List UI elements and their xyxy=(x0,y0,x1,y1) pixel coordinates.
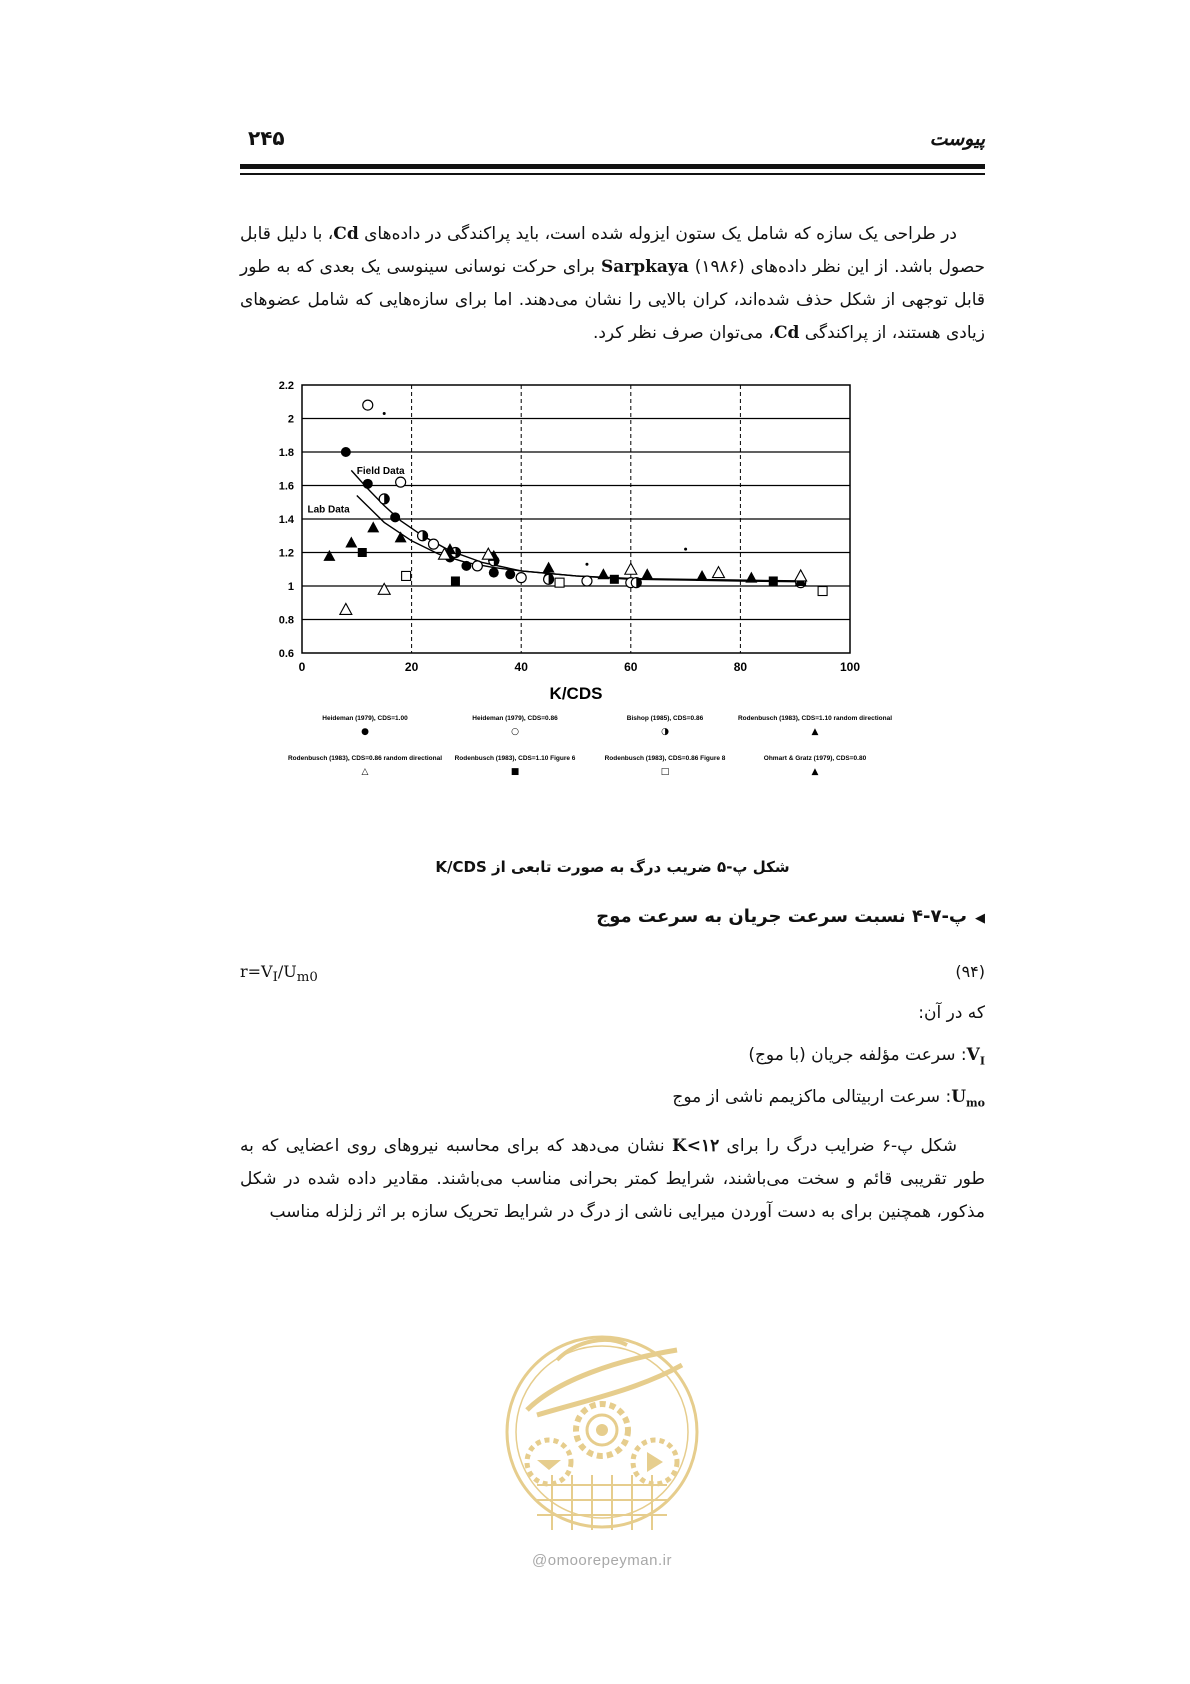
para1-text-b: ، با دلیل قابل حصول باشد. از این نظر داده‌های xyxy=(240,224,985,277)
x-tick-label: 80 xyxy=(733,660,748,674)
figure-caption: شکل پ-۵ ضریب درگ به صورت تابعی از K/CDS xyxy=(435,858,790,876)
chart-svg xyxy=(278,380,930,850)
eq-lhs: r=V xyxy=(240,962,273,981)
data-point xyxy=(585,563,588,566)
y-tick-label: 2 xyxy=(287,413,294,426)
eq-sub-i: I xyxy=(272,970,278,986)
legend-symbol: ■ xyxy=(510,767,520,777)
equation-number: (۹۴) xyxy=(955,962,985,981)
data-point xyxy=(429,539,439,549)
watermark-emblem-icon xyxy=(497,1320,707,1548)
para1-text-d: ، می‌توان صرف نظر کرد. xyxy=(592,323,774,343)
running-header-title: پیوست xyxy=(929,128,985,150)
legend-label: Bishop (1985), CDS=0.86 xyxy=(626,715,704,722)
legend-symbol: ▲ xyxy=(811,727,819,737)
legend-symbol: ● xyxy=(361,727,369,737)
legend-label: Rodenbusch (1983), CDS=1.10 random directional xyxy=(737,715,893,722)
para2-text-b: نشان می‌دهد که برای محاسبه نیروهای روی اعضایی که به طور تقریبی قائم و سخت می‌باشند، شرایط کمتر بحرانی مناسب می‌باشند. مقادیر داده شده در شکل مذکور، همچنین برای به دست آوردن میرایی ناشی از درگ در شرایط تحریک سازه بر اثر زلزله مناسب xyxy=(240,1136,985,1222)
watermark-logo xyxy=(497,1320,707,1575)
body-paragraph-1 xyxy=(240,218,985,350)
data-point xyxy=(461,561,471,571)
header-rule-thick xyxy=(240,164,985,169)
umo-symbol: $U_{mo}$ xyxy=(951,1087,985,1110)
data-point xyxy=(769,576,778,585)
y-tick-label: 1.6 xyxy=(278,480,294,493)
data-point xyxy=(383,412,386,415)
annotation-field-data: Field Data xyxy=(356,465,405,477)
data-point xyxy=(610,575,619,584)
k-condition: K<۱۲ xyxy=(671,1136,720,1156)
legend-label: Ohmart & Gratz (1979), CDS=0.80 xyxy=(763,755,867,762)
data-point xyxy=(451,576,460,585)
x-tick-label: 100 xyxy=(839,660,861,674)
data-point xyxy=(516,573,526,583)
bullet-arrow-icon: ◀ xyxy=(975,911,985,926)
y-tick-label: 0.6 xyxy=(278,648,294,660)
umo-definition-text: : سرعت اربیتالی ماکزیمم ناشی از موج xyxy=(672,1087,952,1107)
y-tick-label: 1.4 xyxy=(278,514,294,526)
cd-symbol: Cd xyxy=(333,224,359,244)
data-point xyxy=(358,548,367,557)
x-axis-label: K/CDS xyxy=(549,684,603,703)
sarpkaya-name: Sarpkaya xyxy=(600,257,689,277)
legend-symbol: □ xyxy=(660,767,670,777)
definition-vi xyxy=(748,1045,985,1067)
data-point xyxy=(582,576,592,586)
equation-formula xyxy=(240,962,318,985)
data-point xyxy=(555,578,564,587)
header-rule-thin xyxy=(240,173,985,175)
legend-label: Rodenbusch (1983), CDS=0.86 Figure 8 xyxy=(604,755,726,762)
vi-definition-text: : سرعت مؤلفه جریان (با موج) xyxy=(748,1045,967,1065)
x-tick-label: 0 xyxy=(298,660,306,674)
legend-label: Heideman (1979), CDS=0.86 xyxy=(472,715,558,722)
data-point xyxy=(818,587,827,596)
para1-text-c: (۱۹۸۶) برای حرکت نوسانی سینوسی یک بعدی که به طور قابل توجهی از شکل حذف شده‌اند، کران بالایی را نشان می‌دهند. اما برای سازه‌هایی که شامل عضوهای زیادی هستند، از پراکندگی xyxy=(240,257,985,343)
y-tick-label: 1.2 xyxy=(278,547,294,560)
section-heading xyxy=(596,906,985,927)
x-tick-label: 20 xyxy=(404,660,419,674)
y-tick-label: 0.8 xyxy=(278,614,294,627)
vi-symbol: $V_I$ xyxy=(966,1045,985,1068)
page-number: ۲۴۵ xyxy=(248,126,285,150)
watermark-url: @omoorepeyman.ir xyxy=(532,1552,672,1569)
where-label: که در آن: xyxy=(918,1003,985,1023)
definition-umo xyxy=(672,1087,985,1109)
data-point xyxy=(390,512,400,522)
para2-text-a: شکل پ-۶ ضرایب درگ را برای xyxy=(719,1136,957,1156)
drag-coefficient-chart xyxy=(278,380,930,850)
x-tick-label: 40 xyxy=(514,660,528,674)
legend-symbol: ○ xyxy=(511,727,519,737)
body-paragraph-2 xyxy=(240,1130,985,1229)
legend-label: Rodenbusch (1983), CDS=1.10 Figure 6 xyxy=(454,755,576,762)
data-point xyxy=(341,447,351,457)
y-tick-label: 1.8 xyxy=(278,447,294,459)
data-point xyxy=(684,548,687,551)
data-point xyxy=(472,561,482,571)
legend-label: Rodenbusch (1983), CDS=0.86 random directional xyxy=(287,755,443,762)
y-tick-label: 1 xyxy=(287,581,294,593)
legend-symbol: △ xyxy=(361,767,369,777)
data-point xyxy=(363,400,373,410)
data-point xyxy=(402,571,411,580)
legend-symbol: ▲ xyxy=(811,767,819,777)
data-point xyxy=(363,479,373,489)
cd-symbol: Cd xyxy=(773,323,800,343)
x-tick-label: 60 xyxy=(624,660,638,674)
section-heading-text: پ-۷-۴ نسبت سرعت جریان به سرعت موج xyxy=(596,906,967,927)
data-point xyxy=(489,568,499,578)
legend-symbol: ◑ xyxy=(661,727,669,737)
data-point xyxy=(396,477,406,487)
eq-mid: /U xyxy=(277,962,297,981)
para1-text-a: در طراحی یک سازه که شامل یک ستون ایزوله شده است، باید پراکندگی در داده‌های xyxy=(358,224,957,244)
annotation-lab-data: Lab Data xyxy=(307,504,350,516)
legend-label: Heideman (1979), CDS=1.00 xyxy=(322,715,408,722)
y-tick-label: 2.2 xyxy=(278,380,294,392)
eq-sub-m0: m0 xyxy=(296,970,318,986)
data-point xyxy=(505,569,515,579)
